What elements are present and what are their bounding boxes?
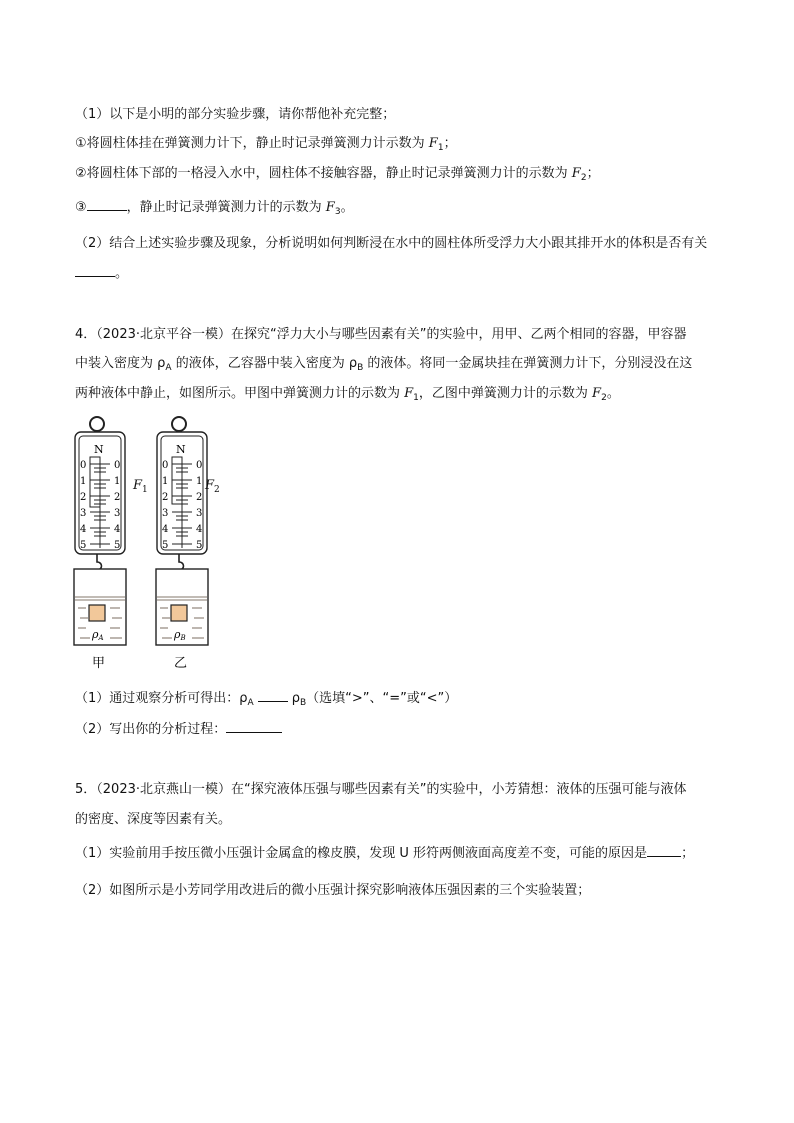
metal-block-right (171, 605, 187, 621)
svg-text:3: 3 (80, 508, 87, 519)
svg-text:5: 5 (114, 540, 121, 551)
q4-line3: 两种液体中静止，如图所示。甲图中弹簧测力计的示数为 $F_1$，乙图中弹簧测力计的示数为 $F_2$。 (75, 386, 620, 403)
q-prev-part2: （2）结合上述实验步骤及现象，分析说明如何判断浸在水中的圆柱体所受浮力大小跟其排开水的体积是否有关。 (75, 236, 708, 281)
svg-text:2: 2 (196, 492, 203, 503)
svg-text:0: 0 (114, 460, 121, 471)
svg-text:5: 5 (162, 540, 169, 551)
svg-text:1: 1 (114, 476, 121, 487)
svg-text:1: 1 (162, 476, 169, 487)
svg-text:3: 3 (196, 508, 203, 519)
q4-part2: （2）写出你的分析过程： (75, 719, 282, 739)
q5-part1: （1）实验前用手按压微小压强计金属盒的橡皮膜，发现 U 形符两侧液面高度差不变，可能的原因是 ； (75, 843, 694, 863)
svg-text:0: 0 (196, 460, 203, 471)
svg-text:2: 2 (114, 492, 121, 503)
svg-text:4: 4 (80, 524, 87, 535)
q-prev-step1: ①将圆柱体挂在弹簧测力计下，静止时记录弹簧测力计示数为 $F_1$； (75, 136, 457, 153)
q4-line2: 中装入密度为 $\rho_A$ 的液体，乙容器中装入密度为 $\rho_B$ 的液体。将同一金属块挂在弹簧测力计下，分别浸没在这 (75, 356, 693, 373)
svg-text:1: 1 (80, 476, 87, 487)
svg-text:4: 4 (114, 524, 121, 535)
svg-text:3: 3 (114, 508, 121, 519)
q-prev-part1: （1）以下是小明的部分实验步骤，请你帮他补充完整； (75, 107, 396, 122)
force-label-right: $F_2$ (205, 478, 220, 495)
q5-part2: （2）如图所示是小芳同学用改进后的微小压强计探究影响液体压强因素的三个实验装置； (75, 883, 591, 898)
svg-text:0: 0 (162, 460, 169, 471)
hanging-ring-icon (172, 417, 186, 431)
density-label-right: ρB (174, 628, 186, 642)
q-prev-step3: ③ ，静止时记录弹簧测力计的示数为 $F_3$。 (75, 197, 354, 221)
scale-unit-label: N (176, 443, 186, 456)
caption-left: 甲 (92, 656, 106, 671)
svg-text:2: 2 (80, 492, 87, 503)
answer-blank-step3[interactable] (87, 197, 127, 211)
svg-text:4: 4 (196, 524, 203, 535)
density-label-left: ρA (92, 628, 104, 642)
q5-line2: 的密度、深度等因素有关。 (75, 812, 232, 827)
q5-line1: 5．（2023·北京燕山一模）在“探究液体压强与哪些因素有关”的实验中，小芳猜想：液体的压强可能与液体 (75, 782, 687, 797)
answer-blank-analysis[interactable] (226, 719, 282, 733)
caption-right: 乙 (174, 656, 188, 671)
q4-line1: 4．（2023·北京平谷一模）在探究“浮力大小与哪些因素有关”的实验中，用甲、乙两个相同的容器，甲容器 (75, 327, 687, 342)
svg-text:5: 5 (80, 540, 87, 551)
force-label-left: $F_1$ (133, 478, 148, 495)
spring-scale-right (156, 417, 208, 671)
answer-blank-reason[interactable] (647, 843, 681, 857)
answer-blank-compare[interactable] (258, 688, 288, 702)
svg-text:3: 3 (162, 508, 169, 519)
svg-text:0: 0 (80, 460, 87, 471)
svg-text:5: 5 (196, 540, 203, 551)
svg-text:4: 4 (162, 524, 169, 535)
spring-scale-figure-right (70, 412, 230, 672)
q4-part1: （1）通过观察分析可得出：$\rho_A$ $\rho_B$（选填“>”、“=”或“<”） (75, 688, 457, 712)
q-prev-step2: ②将圆柱体下部的一格浸入水中，圆柱体不接触容器，静止时记录弹簧测力计的示数为 $F_2$； (75, 166, 600, 183)
svg-text:1: 1 (196, 476, 203, 487)
svg-text:2: 2 (162, 492, 169, 503)
answer-blank-part2[interactable] (75, 263, 115, 277)
scale-unit-label: N (94, 443, 104, 456)
